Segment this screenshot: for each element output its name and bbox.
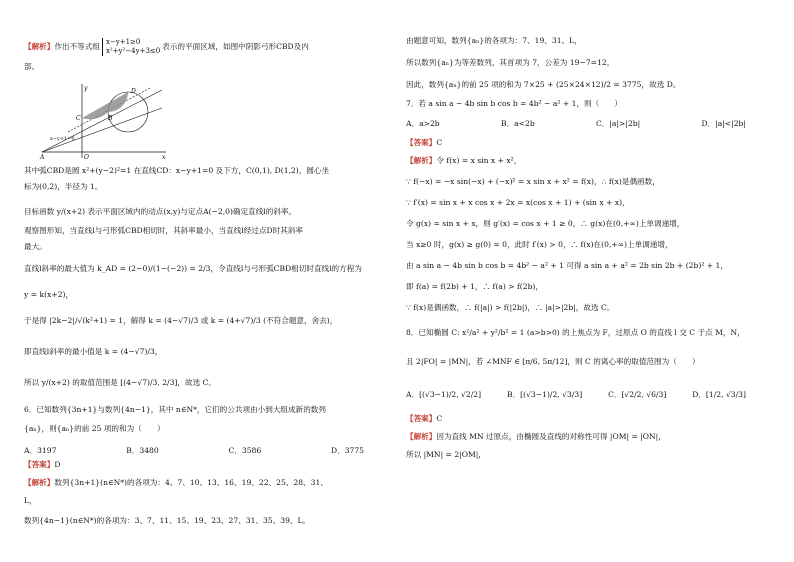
inequality-2: x²+y²−4y+3≤0	[105, 47, 161, 55]
answer-value: C	[436, 138, 443, 147]
q7-option-b: B．a<2b	[500, 119, 535, 128]
q7-sol-2: ∵ f(−x) = −x sin(−x) + (−x)² = x sin x + x² = f(x)，∴ f(x)是偶函数，	[406, 177, 660, 186]
analysis-tag: 【解析】	[406, 432, 437, 441]
q7-sol-5: 当 x≥0 时，g(x) ≥ g(0) = 0，此时 f′(x) > 0，∴ f(x)在(0,+∞)上单调递增，	[406, 240, 673, 249]
q6-sol-1-text: 数列{3n+1}(n∈N*)的各项为：4、7、10、13、16、19、22、25、28、31、	[54, 478, 328, 487]
intro-text: 作出不等式组	[54, 42, 100, 51]
sol-line-9: 即直线l斜率的最小值是 k = (4−√7)/3，	[24, 347, 163, 356]
q6-sol-2: L，	[24, 496, 37, 505]
sol-line-6: 直线l斜率的最大值为 k_AD = (2−0)/(1−(−2)) = 2/3，令直线l与弓形弧CBD相切时直线l的方程为	[24, 264, 362, 273]
sol-line-7: y = k(x+2)，	[24, 290, 74, 299]
q8-option-d: D．[1/2, √3/3]	[692, 390, 746, 399]
q8-option-a: A．[(√3−1)/2, √2/2]	[406, 390, 482, 399]
q7-sol-1	[406, 156, 521, 166]
answer-tag: 【答案】	[24, 460, 55, 469]
answer-tag: 【答案】	[406, 138, 437, 147]
q7-sol-7: 即 f(a) = f(2b) + 1，∴ f(a) > f(2b)，	[406, 282, 543, 291]
fig-label-y: y	[84, 85, 88, 92]
q7-sol-1-text: 令 f(x) = x sin x + x²，	[436, 156, 522, 165]
sol-line-10: 所以 y/(x+2) 的取值范围是 [(4−√7)/3, 2/3]，故选 C。	[24, 378, 216, 387]
fig-label-a: A	[40, 154, 45, 160]
q6-stem-1: 6．已知数列{3n+1}与数列{4n−1}，其中 n∈N*，它们的公共项由小到大组成新的数列	[24, 405, 326, 414]
q7-sol-8: ∵ f(x)是偶函数，∴ f(|a|) > f(|2b|)，∴ |a|>|2b|，故选 C。	[406, 303, 615, 312]
intro-after: 表示的平面区域，如图中阴影弓形CBD及内	[162, 42, 309, 51]
q7-option-c: C．|a|>|2b|	[595, 119, 641, 128]
q8-options	[406, 390, 746, 400]
q6-option-d: D．3775	[330, 446, 364, 455]
sol-line-4: 观察图形知，当直线l与弓形弧CBD相切时，其斜率最小，当直线l经过点D时其斜率	[24, 226, 304, 235]
answer-value: C	[436, 414, 443, 423]
q7-sol-4: 令 g(x) = sin x + x，则 g′(x) = cos x + 1 ≥ 0，∴ g(x)在(0,+∞)上单调递增，	[406, 219, 685, 228]
q8-option-c: C．[√2/2, √6/3]	[608, 390, 667, 399]
sol-line-2: 标为(0,2)，半径为 1。	[24, 182, 103, 191]
q7-sol-3: ∵ f′(x) = sin x + x cos x + 2x = x(cos x + 1) + (sin x + x)，	[406, 198, 630, 207]
analysis-tag: 【解析】	[406, 156, 437, 165]
q6-option-b: B．3480	[126, 446, 159, 455]
q6-options	[24, 446, 364, 456]
fig-label-c: C	[76, 115, 81, 122]
sol-line-8: 于是得 |2k−2|/√(k²+1) = 1，解得 k = (4−√7)/3 或 k = (4+√7)/3 (不符合题意，舍去)，	[24, 316, 338, 325]
analysis-tag: 【解析】	[24, 478, 55, 487]
sol-line-3: 目标函数 y/(x+2) 表示平面区域内的动点(x,y)与定点A(−2,0)确定直线l的斜率。	[24, 207, 297, 216]
q7-sol-6: 由 a sin a − 4b sin b cos b = 4b² − a² + 1 可得 a sin a + a² = 2b sin 2b + (2b)² + 1，	[406, 261, 728, 270]
fig-label-o: O	[84, 154, 89, 160]
q7-option-d: D．|a|<|2b|	[701, 119, 746, 128]
fig-label-x: x	[162, 154, 166, 160]
q5-solution-intro	[24, 38, 309, 56]
q6-sol-1	[24, 478, 328, 488]
fig-line-label: x−y+1=0	[50, 136, 75, 142]
r-line-1: 由题意可知，数列{aₙ}的各项为：7、19、31、L，	[406, 36, 582, 45]
q7-stem: 7．若 a sin a − 4b sin b cos b = 4b² − a² + 1，则（ ）	[406, 99, 623, 108]
q8-stem-1: 8．已知椭圆 C: x²/a² + y²/b² = 1 (a>b>0) 的上焦点为 F，过原点 O 的直线 l 交 C 于点 M，N，	[406, 328, 745, 337]
fig-label-d: D	[131, 88, 136, 95]
q8-option-b: B．[(√3−1)/2, √3/3]	[506, 390, 583, 399]
answer-value: D	[54, 460, 61, 469]
region-figure	[38, 82, 170, 160]
analysis-tag: 【解析】	[24, 42, 55, 51]
q8-answer	[406, 414, 442, 424]
q8-sol-2: 所以 |MN| = 2|OM|，	[406, 450, 486, 459]
q8-sol-1	[406, 432, 666, 442]
q7-answer	[406, 138, 442, 148]
q6-option-a: A．3197	[24, 446, 57, 455]
q8-sol-1-text: 因为直线 MN 过原点，由椭圆及直线的对称性可得 |OM| = |ON|，	[436, 432, 666, 441]
answer-tag: 【答案】	[406, 414, 437, 423]
sol-line-1: 其中弧CBD是圆 x²+(y−2)²=1 在直线CD：x−y+1=0 及下方，C(0,1), D(1,2)，圆心坐	[24, 166, 330, 175]
fig-label-b: B	[108, 115, 113, 122]
q6-answer	[24, 460, 60, 470]
inequality-system	[102, 38, 160, 56]
r-line-2: 所以数列{aₙ}为等差数列，其首项为 7，公差为 19−7=12，	[406, 58, 615, 67]
q7-option-a: A．a>2b	[406, 119, 440, 128]
inequality-1: x−y+1≥0	[105, 38, 141, 46]
q6-stem-2: {aₙ}，则{aₙ}的前 25 项的和为（ ）	[24, 424, 165, 433]
q6-sol-3: 数列{4n−1}(n∈N*)的各项为：3、7、11、15、19、23、27、31、35、39、L。	[24, 516, 311, 525]
q7-options	[406, 119, 746, 129]
r-line-3: 因此，数列{aₙ}的前 25 项的和为 7×25 + (25×24×12)/2 = 3775，故选 D。	[406, 80, 681, 89]
intro-cont: 部。	[24, 62, 40, 71]
sol-line-5: 最大。	[24, 242, 47, 251]
q8-stem-2: 且 2|FO| = |MN|，若 ∠MNF ∈ [π/6, 5π/12]，则 C 的离心率的取值范围为（ ）	[406, 357, 700, 366]
q6-option-c: C．3586	[228, 446, 262, 455]
